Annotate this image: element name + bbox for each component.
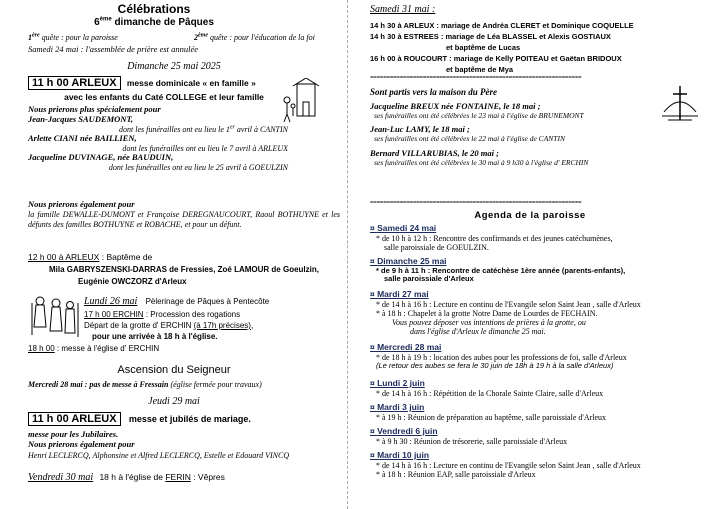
jeudi-29: Jeudi 29 mai: [148, 396, 200, 407]
equals-line-1: ================================================================: [370, 75, 582, 81]
mass-desc: messe dominicale « en famille »: [126, 78, 256, 88]
wedding-line: 14 h 30 à ESTREES : mariage de Léa BLASSEL et Alexis GOSTIAUX: [370, 32, 611, 41]
wedding-line: 14 h 30 à ARLEUX : mariage de Andréa CLERET et Dominique COQUELLE: [370, 21, 634, 30]
quete-1: 1ère quête : pour la paroisse: [28, 32, 118, 42]
wedding-line: et baptême de Mya: [446, 65, 514, 74]
samedi-31: Samedi 31 mai :: [370, 4, 436, 15]
agenda-entry: ¤ Samedi 24 mai * de 10 h à 12 h : Rencontre des confirmands et des jeunes catéchumènes, salle paroissiale de GOEULZIN.: [370, 223, 613, 252]
left-column: [24, 0, 342, 509]
mercredi-28: Mercredi 28 mai : pas de messe à Fressain (église fermée pour travaux): [28, 380, 262, 389]
agenda-entry: ¤ Mardi 10 juin * de 14 h à 16 h : Lecture en continu de l'Evangile selon Saint Jean , salle d'Arleux * à 18 h : Réunion EAP, salle paroissiale d'Arleux: [370, 450, 641, 479]
agenda-title: Agenda de la paroisse: [474, 210, 586, 221]
vendredi-30-row: Vendredi 30 mai 18 h à l'église de FERIN : Vêpres: [28, 472, 225, 483]
agenda-entry: ¤ Mardi 3 juin * à 19 h : Réunion de préparation au baptême, salle paroissiale d'Arleux: [370, 402, 607, 422]
celebrations-title: Célébrations: [117, 2, 191, 16]
bapteme-row: 12 h 00 à ARLEUX : Baptême de: [28, 252, 153, 262]
equals-line-2: ================================================================: [370, 200, 582, 206]
agenda-entry: ¤ Vendredi 6 juin * à 9 h 30 : Réunion de trésorerie, salle paroissiale d'Arleux: [370, 426, 568, 446]
jubiles-1: messe pour les Jubilaires.: [28, 429, 119, 439]
deceased-list: [28, 115, 328, 172]
wedding-line: 16 h 00 à ROUCOURT : mariage de Kelly POITEAU et Gaëtan BRIDOUX: [370, 54, 622, 63]
samedi-24: Samedi 24 mai : l'assemblée de prière est annulée: [28, 44, 199, 54]
lundi-26-row: Lundi 26 mai Pèlerinage de Pâques à Pentecôte: [84, 296, 270, 307]
weddings-list: [370, 20, 710, 75]
deceased-item: Jacqueline DUVINAGE, née BAUDUIN, dont les funérailles ont eu lieu le 25 avril à GOEULZIN: [28, 151, 288, 172]
pray-also-text: la famille DEWALLE-DUMONT et Françoise DEREGNAUCOURT, Raoul BOTHUYNE et les défunts des familles BOTHUYNE et ROBACHE, et pour un défunt.: [28, 210, 340, 229]
dimanche-25: Dimanche 25 mai 2025: [127, 61, 221, 72]
wedding-line: et baptême de Lucas: [446, 43, 521, 52]
jeudi-time: 11 h 00 ARLEUX: [28, 412, 121, 426]
pilgrims-icon: [28, 293, 80, 339]
partis-item: Jacqueline BREUX née FONTAINE, le 18 mai ; ses funérailles ont été célébrées le 23 mai à l'église de BRUNEMONT: [370, 101, 584, 120]
partis-title: Sont partis vers la maison du Père: [370, 87, 498, 97]
pel-messe-row: 18 h 00 : messe à l'église d' ERCHIN: [28, 344, 160, 353]
right-column: [360, 0, 710, 509]
ascension-title: Ascension du Seigneur: [117, 364, 231, 376]
agenda-entry: ¤ Mercredi 28 mai * de 18 h à 19 h : location des aubes pour les professions de foi, salle d'Arleux (Le retour des aubes se fera le 30 juin de 18h à 19 h à la salle d'Arleux): [370, 342, 627, 370]
pray-also: Nous prierons également pour: [28, 199, 135, 209]
pel-depart: Départ de la grotte d' ERCHIN (à 17h précises),: [84, 321, 254, 330]
bapteme-names-1: Mila GABRYSZENSKI-DARRAS de Fressies, Zoé LAMOUR de Goeulzin,: [49, 265, 319, 274]
sunday-title: 6ème dimanche de Pâques: [94, 16, 214, 28]
mass-row: [28, 77, 256, 90]
pel-arrivee: pour une arrivée à 18 h à l'église.: [92, 332, 218, 341]
partis-list: [370, 102, 670, 167]
agenda-entry: ¤ Mardi 27 mai * de 14 h à 16 h : Lecture en continu de l'Evangile selon Saint Jean , salle d'Arleux * à 18 h : Chapelet à la grotte Notre Dame de Lourdes de FECHAIN. Vous pouvez déposer vos intentions de prières à la grotte, ou dans l'église d'Arleux le dimanche 25 mai.: [370, 289, 641, 337]
agenda-entry: ¤ Dimanche 25 mai * de 9 h à 11 h : Rencontre de catéchèse 1ère année (parents-enfants), salle paroissiale d'Arleux: [370, 256, 626, 284]
jeudi-row: [28, 413, 251, 426]
partis-item: Bernard VILLARUBIAS, le 20 mai ; ses funérailles ont été célébrées le 30 mai à 9 h30 à l'église d' ERCHIN: [370, 148, 589, 167]
jeudi-desc: messe et jubilés de mariage.: [128, 414, 251, 424]
quete-2: 2ème quête : pour l'éducation de la foi: [194, 32, 315, 42]
pray-for-1: Nous prierons plus spécialement pour: [28, 104, 161, 114]
mass-time: 11 h 00 ARLEUX: [28, 76, 121, 90]
mass-with: avec les enfants du Caté COLLEGE et leur famille: [64, 92, 264, 102]
partis-item: Jean-Luc LAMY, le 18 mai ; ses funérailles ont été célébrées le 22 mai à l'église de CANTIN: [370, 124, 565, 143]
agenda-entry: ¤ Lundi 2 juin * de 14 h à 16 h : Répétition de la Chorale Sainte Claire, salle d'Arleux: [370, 378, 604, 398]
pel-time-row: 17 h 00 ERCHIN : Procession des rogations: [84, 310, 241, 319]
jubiles-2: Nous prierons également pour: [28, 439, 135, 449]
jubiles-3: Henri LECLERCQ, Alphonsine et Alfred LECLERCQ, Estelle et Edouard VINCQ: [28, 451, 290, 460]
deceased-item: Jean-Jacques SAUDEMONT, dont les funérailles ont eu lieu le 1er avril à CANTIN: [28, 114, 288, 134]
deceased-item: Arlette CIANI née BAILLIEN, dont les funérailles ont eu lieu le 7 avril à ARLEUX: [28, 132, 288, 153]
column-divider: [347, 0, 348, 509]
bapteme-names-2: Eugénie OWCZORZ d'Arleux: [78, 277, 187, 286]
